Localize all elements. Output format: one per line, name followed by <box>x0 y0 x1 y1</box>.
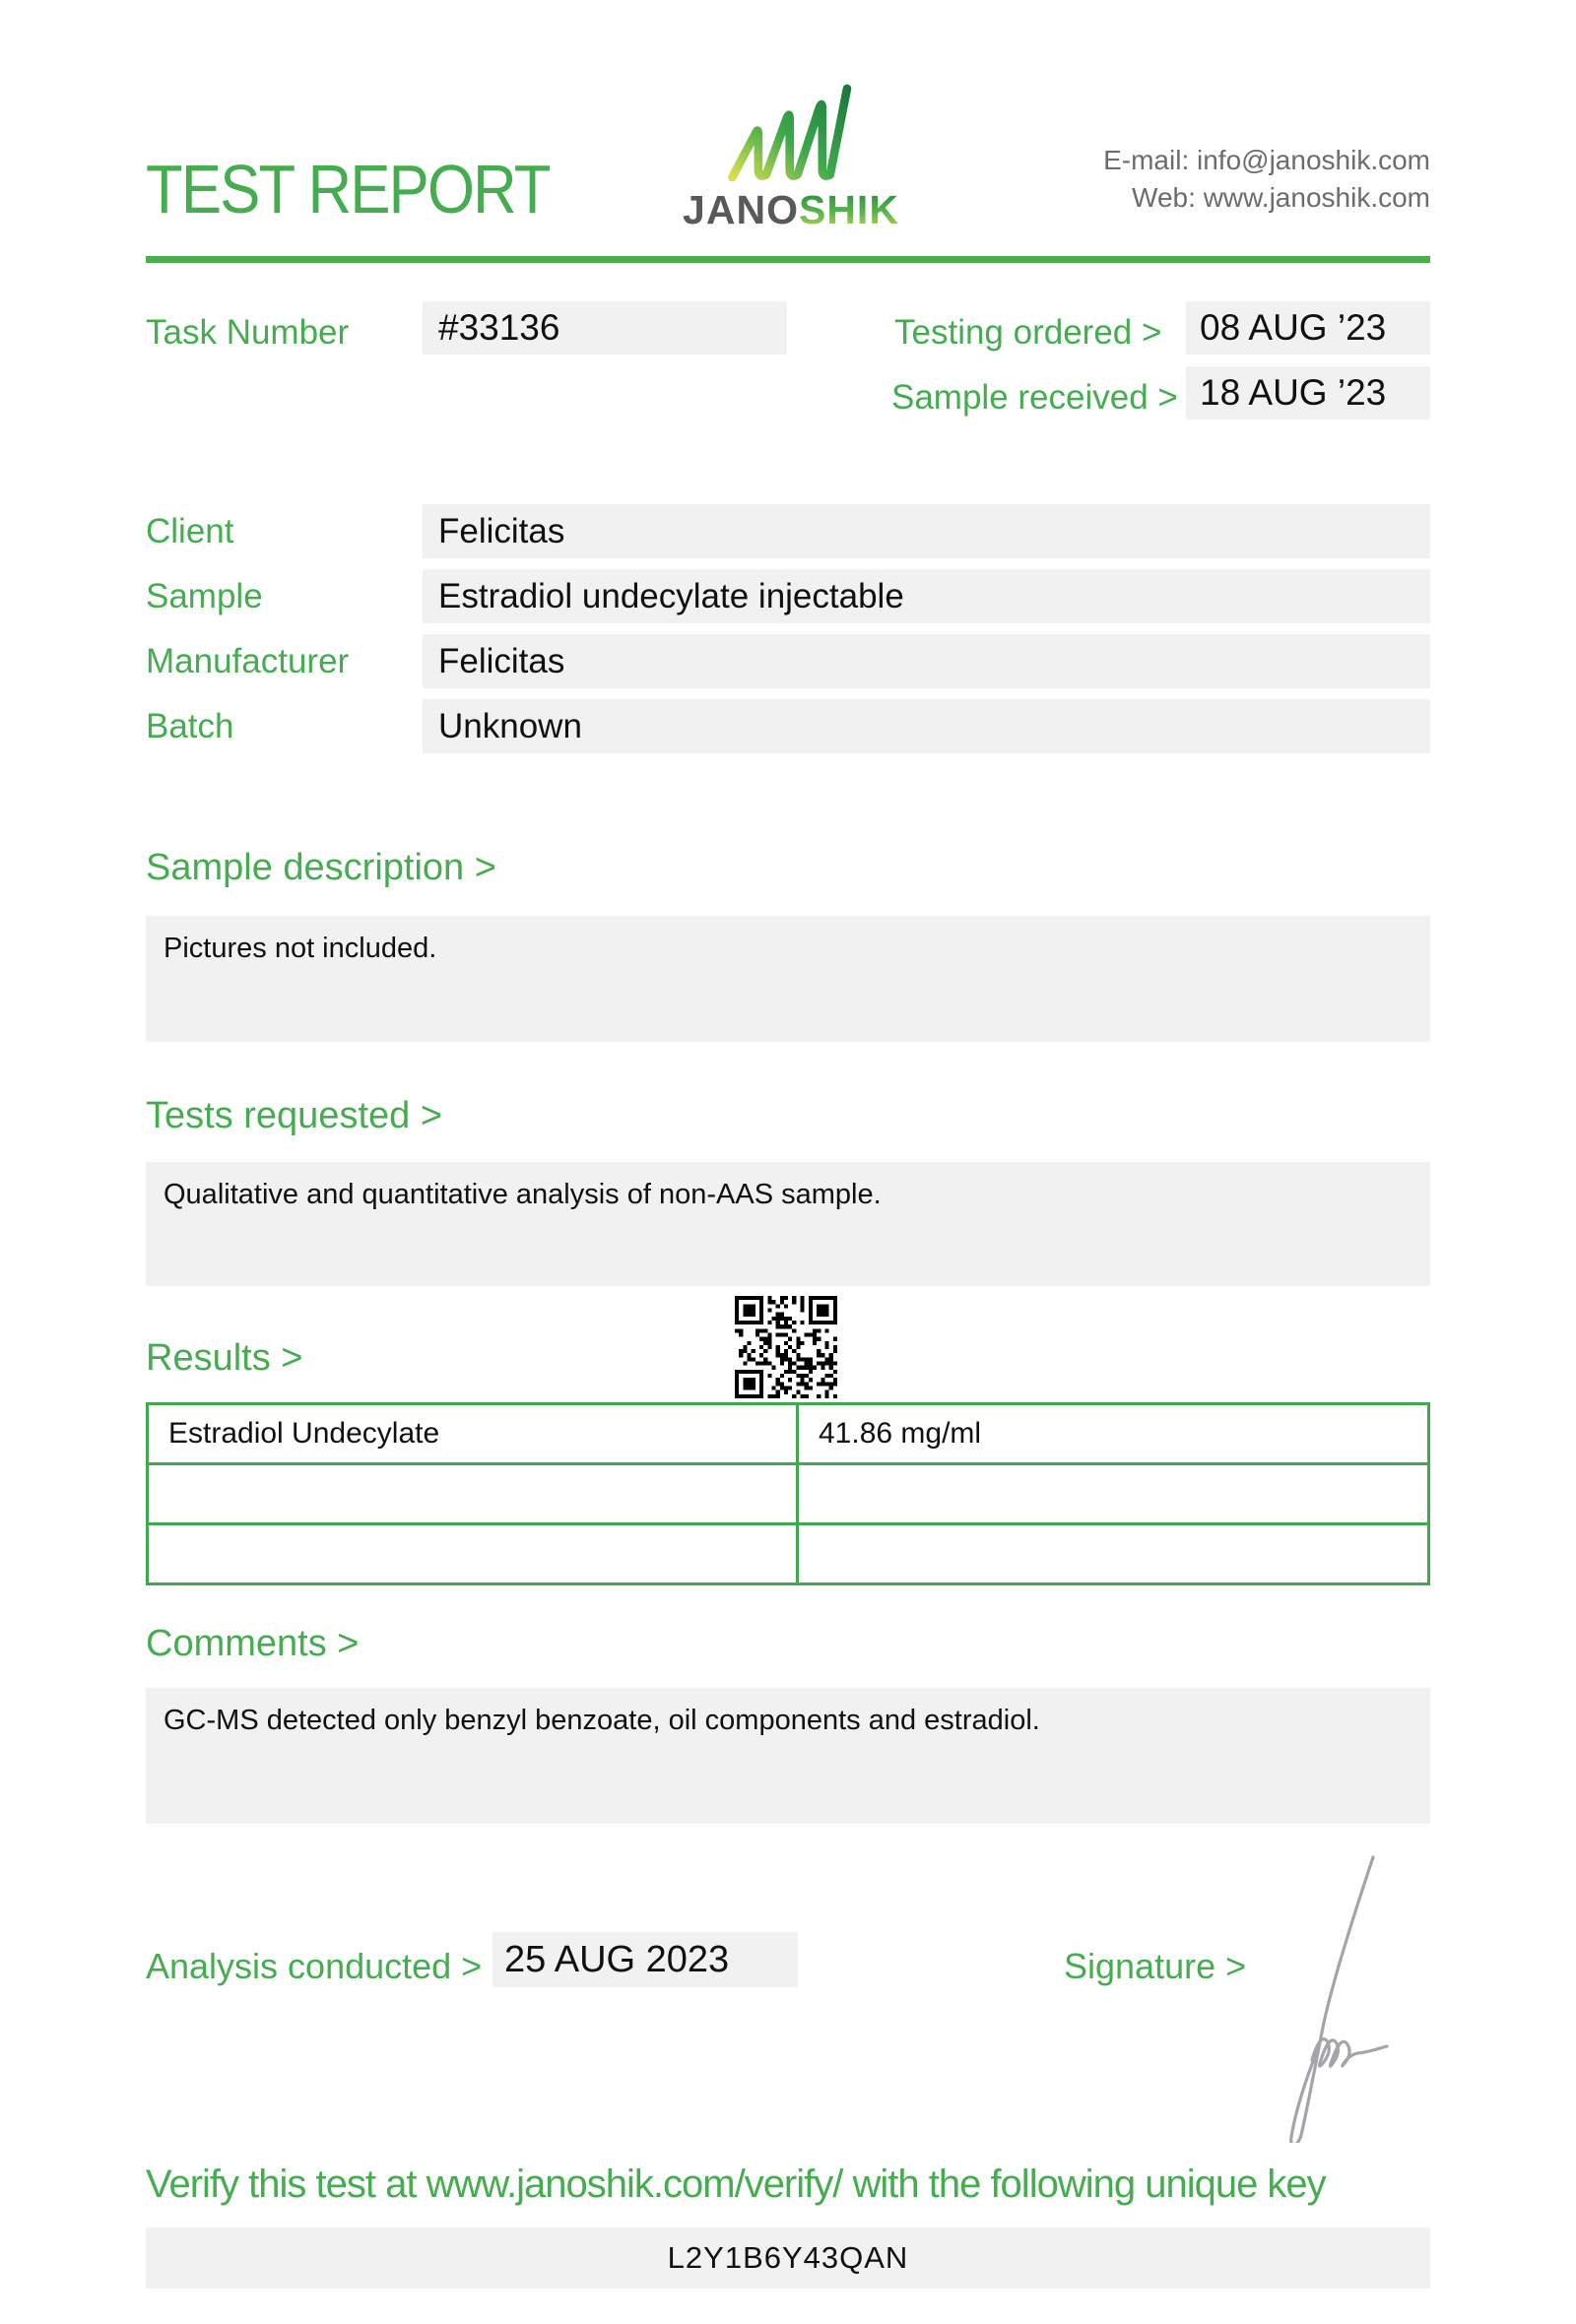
comments-text: GC-MS detected only benzyl benzoate, oil components and estradiol. <box>146 1688 1430 1824</box>
detail-row-client <box>146 504 1430 558</box>
web-value: www.janoshik.com <box>1203 182 1430 213</box>
detail-row-batch <box>146 699 1430 753</box>
results-row <box>149 1465 1427 1525</box>
task-number-label: Task Number <box>146 313 350 352</box>
results-row <box>149 1405 1427 1465</box>
sample-description-heading: Sample description > <box>146 847 496 888</box>
batch-label: Batch <box>146 706 234 745</box>
verify-instruction: Verify this test at www.janoshik.com/verify/ with the following unique key <box>146 2163 1326 2206</box>
web-label: Web: <box>1132 182 1196 213</box>
logo-chart-icon <box>722 81 860 185</box>
results-heading: Results > <box>146 1337 303 1379</box>
logo-wordmark <box>678 187 904 233</box>
sample-received-value: 18 AUG ’23 <box>1186 366 1430 420</box>
unique-key-value: L2Y1B6Y43QAN <box>146 2227 1430 2289</box>
janoshik-logo <box>678 81 904 233</box>
email-label: E-mail: <box>1103 145 1190 175</box>
batch-value: Unknown <box>423 699 1430 753</box>
testing-ordered-value: 08 AUG ’23 <box>1186 301 1430 355</box>
comments-heading: Comments > <box>146 1623 360 1664</box>
page-title: TEST REPORT <box>146 151 550 227</box>
signature-image <box>1263 1847 1420 2143</box>
tests-requested-heading: Tests requested > <box>146 1095 443 1136</box>
qr-code <box>735 1296 837 1398</box>
results-table <box>146 1402 1430 1585</box>
client-label: Client <box>146 511 234 550</box>
result-value <box>799 1525 1427 1582</box>
tests-requested-text: Qualitative and quantitative analysis of non-AAS sample. <box>146 1162 1430 1286</box>
signature-label: Signature > <box>1064 1946 1247 1986</box>
client-value: Felicitas <box>423 504 1430 558</box>
contact-web-line <box>1103 179 1430 217</box>
contact-email-line <box>1103 142 1430 179</box>
manufacturer-label: Manufacturer <box>146 641 350 680</box>
logo-text-gray: JANO <box>683 187 799 232</box>
manufacturer-value: Felicitas <box>423 634 1430 688</box>
contact-block <box>1103 142 1430 217</box>
sample-received-label: Sample received > <box>891 378 1178 417</box>
result-analyte: Estradiol Undecylate <box>149 1405 799 1462</box>
testing-ordered-label: Testing ordered > <box>894 313 1162 352</box>
analysis-conducted-value: 25 AUG 2023 <box>492 1932 798 1987</box>
result-value: 41.86 mg/ml <box>819 1417 982 1450</box>
detail-row-manufacturer <box>146 634 1430 688</box>
results-row <box>149 1525 1427 1582</box>
detail-row-sample <box>146 569 1430 623</box>
task-number-value: #33136 <box>423 301 787 355</box>
sample-value: Estradiol undecylate injectable <box>423 569 1430 623</box>
header-divider <box>146 256 1430 263</box>
sample-label: Sample <box>146 576 263 615</box>
logo-text-green: SHIK <box>798 187 899 232</box>
result-analyte <box>149 1525 799 1582</box>
analysis-conducted-label: Analysis conducted > <box>146 1946 483 1986</box>
email-value: info@janoshik.com <box>1197 145 1430 175</box>
sample-description-text: Pictures not included. <box>146 916 1430 1042</box>
result-value <box>799 1465 1427 1522</box>
result-analyte <box>149 1465 799 1522</box>
